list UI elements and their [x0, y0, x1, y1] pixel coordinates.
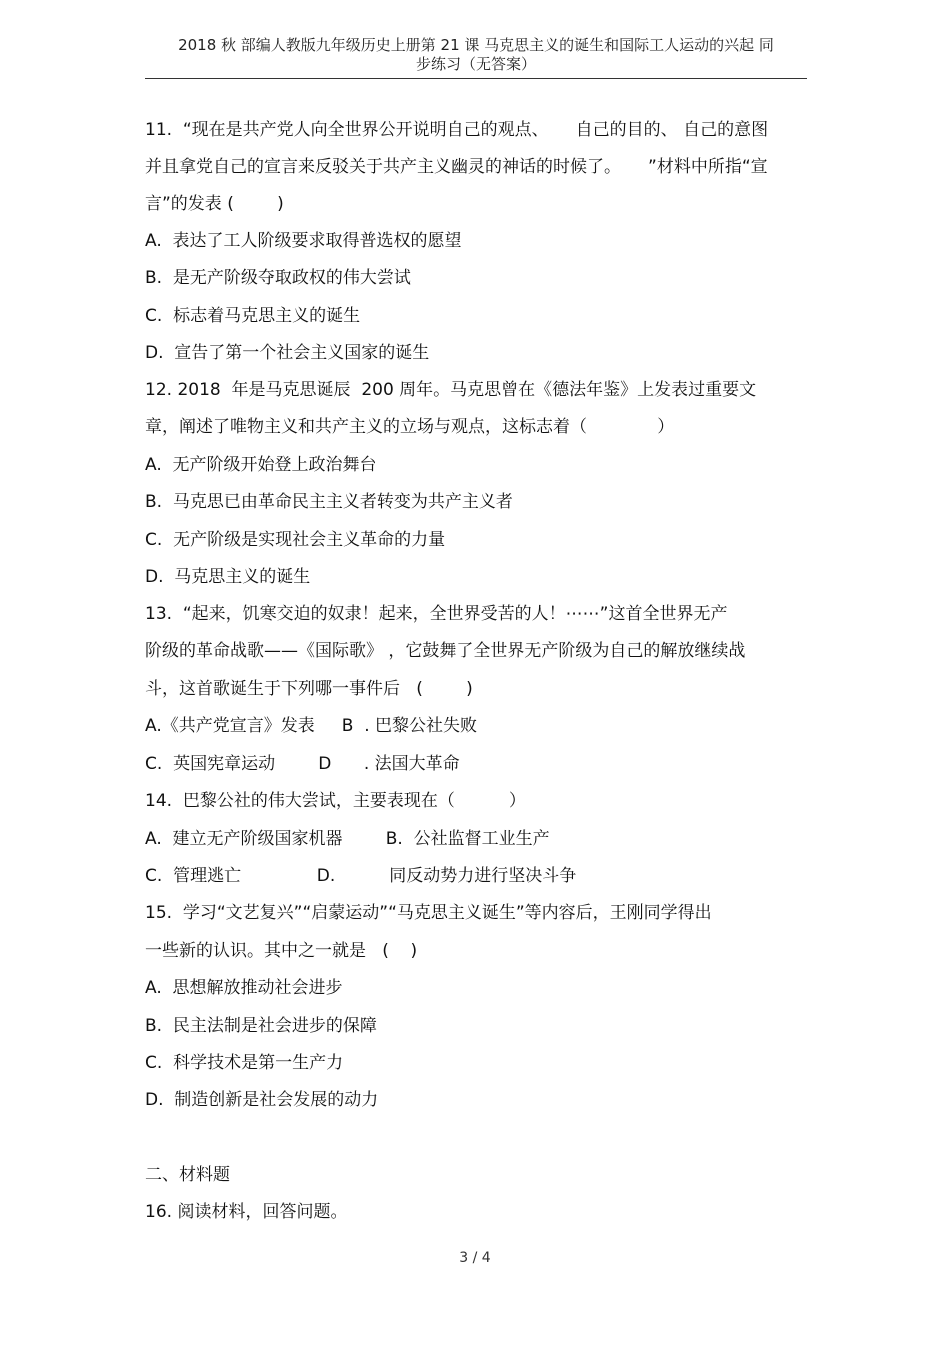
q11-option-c: C. 标志着马克思主义的诞生	[145, 306, 361, 326]
q14-stem: 14. 巴黎公社的伟大尝试，主要表现在（ ）	[145, 791, 526, 811]
header-title-line2: 步练习（无答案）	[415, 55, 536, 73]
q13-stem-line1: 13. “起来，饥寒交迫的奴隶！起来，全世界受苦的人！⋯⋯”这首全世界无产	[145, 604, 728, 624]
q11-stem-line3: 言”的发表 ( )	[145, 194, 284, 214]
q12-option-a: A. 无产阶级开始登上政治舞台	[145, 455, 377, 475]
q14-options-ab: A. 建立无产阶级国家机器 B. 公社监督工业生产	[145, 829, 550, 849]
q11-option-b: B. 是无产阶级夺取政权的伟大尝试	[145, 268, 411, 288]
q13-stem-line2: 阶级的革命战歌——《国际歌》 ，它鼓舞了全世界无产阶级为自己的解放继续战	[145, 641, 746, 661]
q15-option-a: A. 思想解放推动社会进步	[145, 978, 343, 998]
q15-stem-line1: 15. 学习“文艺复兴”“启蒙运动”“马克思主义诞生”等内容后，王刚同学得出	[145, 903, 712, 923]
q11-option-a: A. 表达了工人阶级要求取得普选权的愿望	[145, 231, 462, 251]
q13-options-ab: A.《共产党宣言》发表 B . 巴黎公社失败	[145, 716, 478, 736]
q14-options-cd: C. 管理逃亡 D. 同反动势力进行坚决斗争	[145, 866, 577, 886]
q11-option-d: D. 宣告了第一个社会主义国家的诞生	[145, 343, 430, 363]
page-header	[145, 36, 807, 74]
q12-option-d: D. 马克思主义的诞生	[145, 567, 311, 587]
section-heading-material: 二、材料题	[145, 1165, 230, 1185]
q15-option-c: C. 科学技术是第一生产力	[145, 1053, 344, 1073]
q11-stem-line1: 11. “现在是共产党人向全世界公开说明自己的观点、 自己的目的、 自己的意图	[145, 120, 769, 140]
q12-option-b: B. 马克思已由革命民主主义者转变为共产主义者	[145, 492, 513, 512]
q13-options-cd: C. 英国宪章运动 D . 法国大革命	[145, 754, 460, 774]
page-number: 3 / 4	[459, 1250, 491, 1266]
header-title-line1: 2018 秋 部编人教版九年级历史上册第 21 课 马克思主义的诞生和国际工人运动的兴起 同	[178, 36, 774, 54]
q12-option-c: C. 无产阶级是实现社会主义革命的力量	[145, 530, 446, 550]
q12-stem-line2: 章，阐述了唯物主义和共产主义的立场与观点，这标志着（ ）	[145, 417, 675, 437]
q12-stem-line1: 12. 2018 年是马克思诞辰 200 周年。马克思曾在《德法年鉴》上发表过重要文	[145, 380, 757, 400]
q15-stem-line2: 一些新的认识。其中之一就是 ( )	[145, 941, 418, 961]
q15-option-d: D. 制造创新是社会发展的动力	[145, 1090, 379, 1110]
q15-option-b: B. 民主法制是社会进步的保障	[145, 1016, 377, 1036]
q13-stem-line3: 斗，这首歌诞生于下列哪一事件后 ( )	[145, 679, 473, 699]
q16-stem: 16. 阅读材料，回答问题。	[145, 1202, 348, 1222]
q11-stem-line2: 并且拿党自己的宣言来反驳关于共产主义幽灵的神话的时候了。 ”材料中所指“宣	[145, 157, 768, 177]
header-divider	[145, 78, 807, 79]
